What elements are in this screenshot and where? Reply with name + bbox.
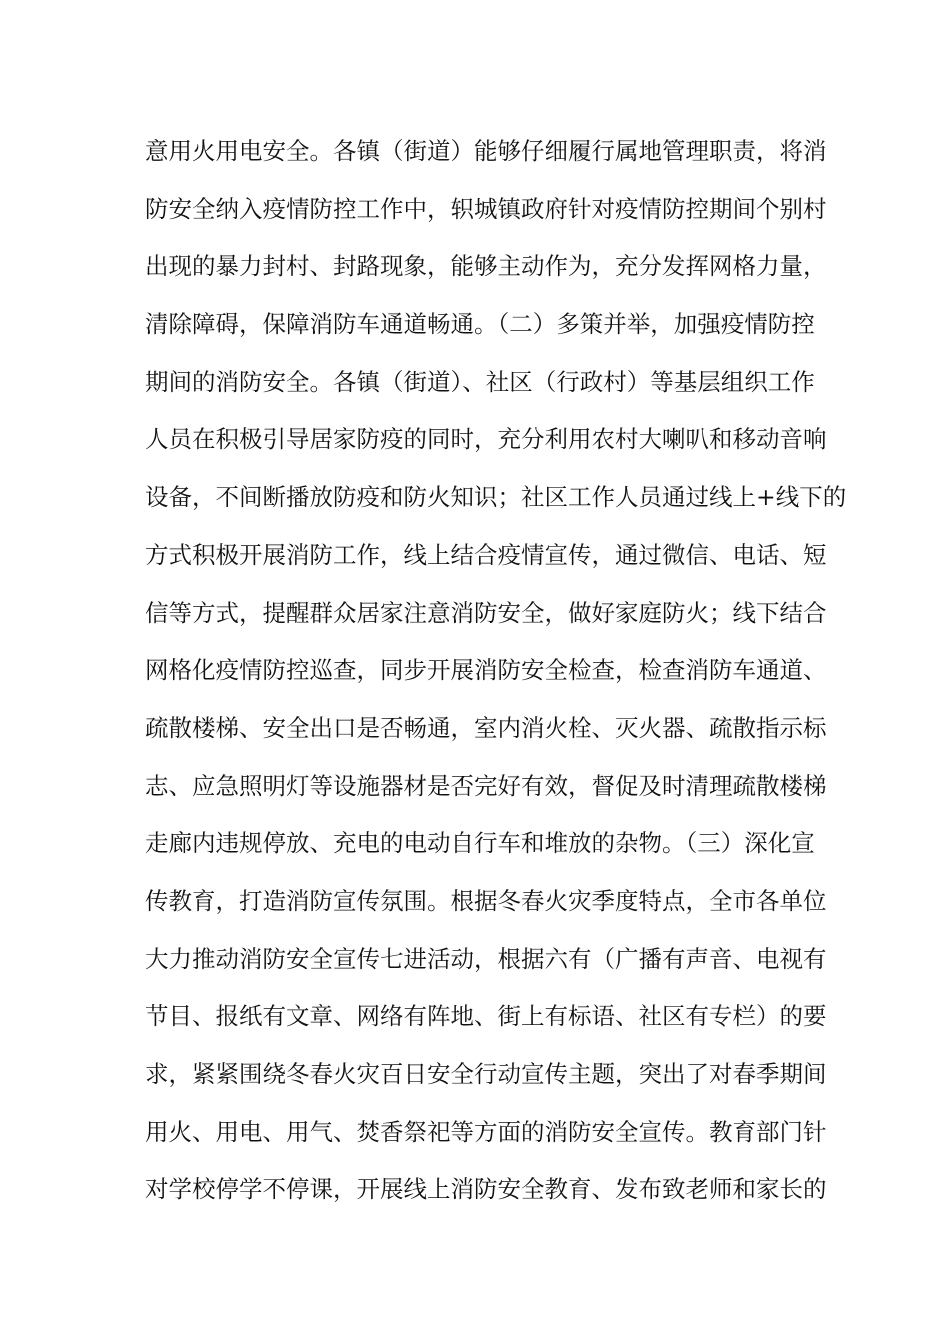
text-line: 信等方式，提醒群众居家注意消防安全，做好家庭防火；线下结合 <box>145 598 827 627</box>
text-line: 走廊内违规停放、充电的电动自行车和堆放的杂物。（三）深化宣 <box>145 829 815 858</box>
text-line: 出现的暴力封村、封路现象，能够主动作为，充分发挥网格力量， <box>145 252 827 281</box>
text-line: 求，紧紧围绕冬春火灾百日安全行动宣传主题，突出了对春季期间 <box>145 1060 827 1088</box>
text-line: 志、应急照明灯等设施器材是否完好有效，督促及时清理疏散楼梯 <box>145 771 827 800</box>
text-line: 意用火用电安全。各镇（街道）能够仔细履行属地管理职责，将消 <box>145 137 827 165</box>
text-line: 用火、用电、用气、焚香祭祀等方面的消防安全宣传。教育部门针 <box>145 1117 827 1146</box>
text-line: 对学校停学不停课，开展线上消防安全教育、发布致老师和家长的 <box>145 1175 827 1204</box>
text-line: 人员在积极引导居家防疫的同时，充分利用农村大喇叭和移动音响 <box>145 425 827 454</box>
text-line: 疏散楼梯、安全出口是否畅通，室内消火栓、灭火器、疏散指示标 <box>145 713 827 742</box>
text-line: 方式积极开展消防工作，线上结合疫情宣传，通过微信、电话、短 <box>145 540 827 569</box>
text-line: 节目、报纸有文章、网络有阵地、街上有标语、社区有专栏）的要 <box>145 1002 827 1031</box>
text-line: 防安全纳入疫情防控工作中，轵城镇政府针对疫情防控期间个别村 <box>145 194 827 223</box>
text-line: 传教育，打造消防宣传氛围。根据冬春火灾季度特点，全市各单位 <box>145 886 827 915</box>
text-line: 清除障碍，保障消防车通道畅通。（二）多策并举，加强疫情防控 <box>145 310 815 339</box>
text-line: 网格化疫情防控巡查，同步开展消防安全检查，检查消防车通道、 <box>145 656 827 685</box>
text-line: 大力推动消防安全宣传七进活动，根据六有（广播有声音、电视有 <box>145 944 827 973</box>
text-line: 期间的消防安全。各镇（街道）、社区（行政村）等基层组织工作 <box>145 367 815 396</box>
text-line: 设备，不间断播放防疫和防火知识；社区工作人员通过线上+线下的 <box>145 483 847 512</box>
body-text <box>145 130 847 1226</box>
